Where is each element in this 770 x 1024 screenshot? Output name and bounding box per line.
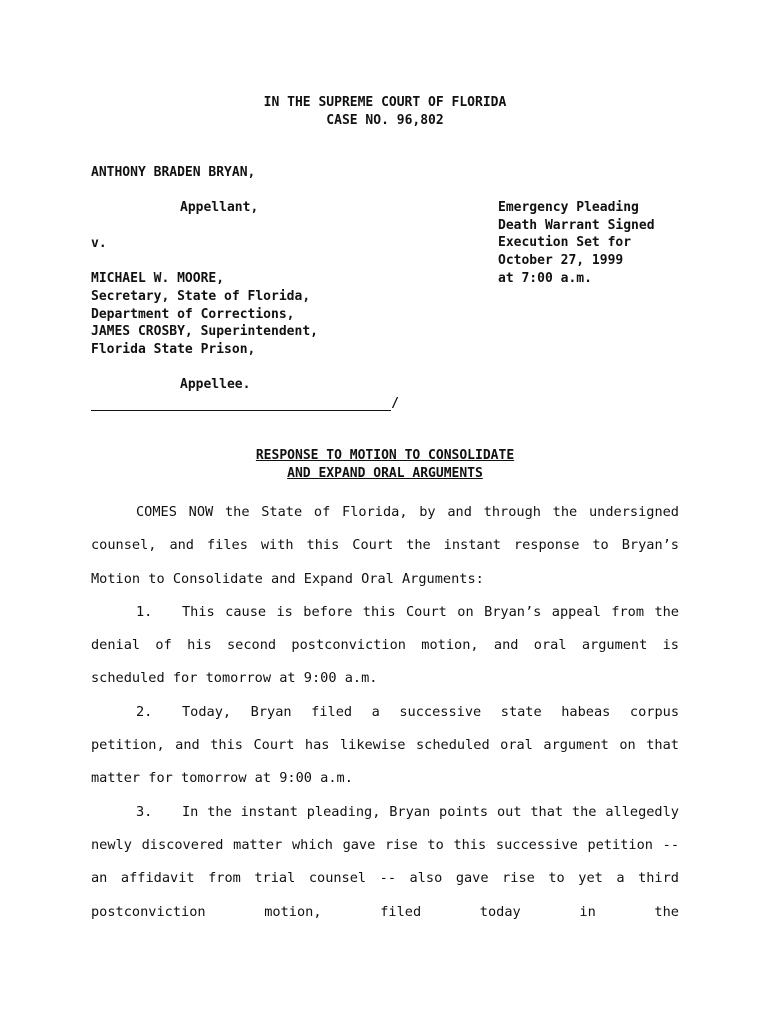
emergency-line: October 27, 1999	[498, 253, 624, 269]
emergency-notice	[498, 199, 738, 288]
paragraph-text: This cause is before this Court on Bryan’s appeal from the denial of his second postconviction motion, and oral argument is scheduled for tomorrow at 9:00 a.m.	[91, 603, 679, 687]
appellant-name: ANTHONY BRADEN BRYAN,	[91, 165, 256, 180]
paragraph-text: In the instant pleading, Bryan points out that the allegedly newly discovered matter which gave rise to this successive petition -- an affidavit from trial counsel -- also gave rise to yet a third postconviction motion, filed today in the	[91, 803, 679, 920]
versus-label: v.	[91, 235, 107, 251]
numbered-paragraph-2	[91, 696, 679, 796]
numbered-paragraph-1	[91, 596, 679, 696]
spacer	[91, 217, 471, 235]
caption-rule	[91, 394, 399, 412]
case-caption	[91, 164, 471, 411]
appellee-line: Florida State Prison,	[91, 341, 256, 357]
spacer	[91, 359, 471, 377]
intro-paragraph: COMES NOW the State of Florida, by and through the undersigned counsel, and files with this Court the instant response to Bryan’s Motion to Consolidate and Expand Oral Arguments:	[91, 504, 679, 587]
appellee-line: JAMES CROSBY, Superintendent,	[91, 324, 318, 340]
paragraph-number: 3.	[136, 803, 153, 820]
paragraph-number: 2.	[136, 703, 153, 720]
emergency-line: Death Warrant Signed	[498, 217, 655, 233]
caption-rule-end: /	[391, 396, 399, 412]
spacer	[91, 182, 471, 200]
emergency-line: Execution Set for	[498, 235, 632, 251]
paragraph-number: 1.	[136, 603, 153, 620]
paragraph-text: Today, Bryan filed a successive state habeas corpus petition, and this Court has likewise scheduled oral argument on that matter for tomorrow at 9:00 a.m.	[91, 703, 679, 787]
document-title	[0, 447, 770, 482]
court-name: IN THE SUPREME COURT OF FLORIDA	[263, 95, 507, 110]
title-line-2: AND EXPAND ORAL ARGUMENTS	[287, 465, 483, 481]
appellee-line: MICHAEL W. MOORE,	[91, 271, 225, 287]
numbered-paragraph-3	[91, 796, 679, 929]
title-line-1: RESPONSE TO MOTION TO CONSOLIDATE	[255, 448, 515, 463]
appellee-line: Secretary, State of Florida,	[91, 288, 311, 304]
case-number: CASE NO. 96,802	[326, 112, 444, 128]
body-text	[91, 496, 679, 929]
emergency-line: Emergency Pleading	[498, 200, 639, 215]
appellant-role: Appellant,	[180, 200, 259, 216]
appellee-role: Appellee.	[180, 377, 251, 393]
appellee-line: Department of Corrections,	[91, 306, 295, 322]
emergency-line: at 7:00 a.m.	[498, 270, 592, 286]
court-heading	[0, 94, 770, 129]
spacer	[91, 252, 471, 270]
